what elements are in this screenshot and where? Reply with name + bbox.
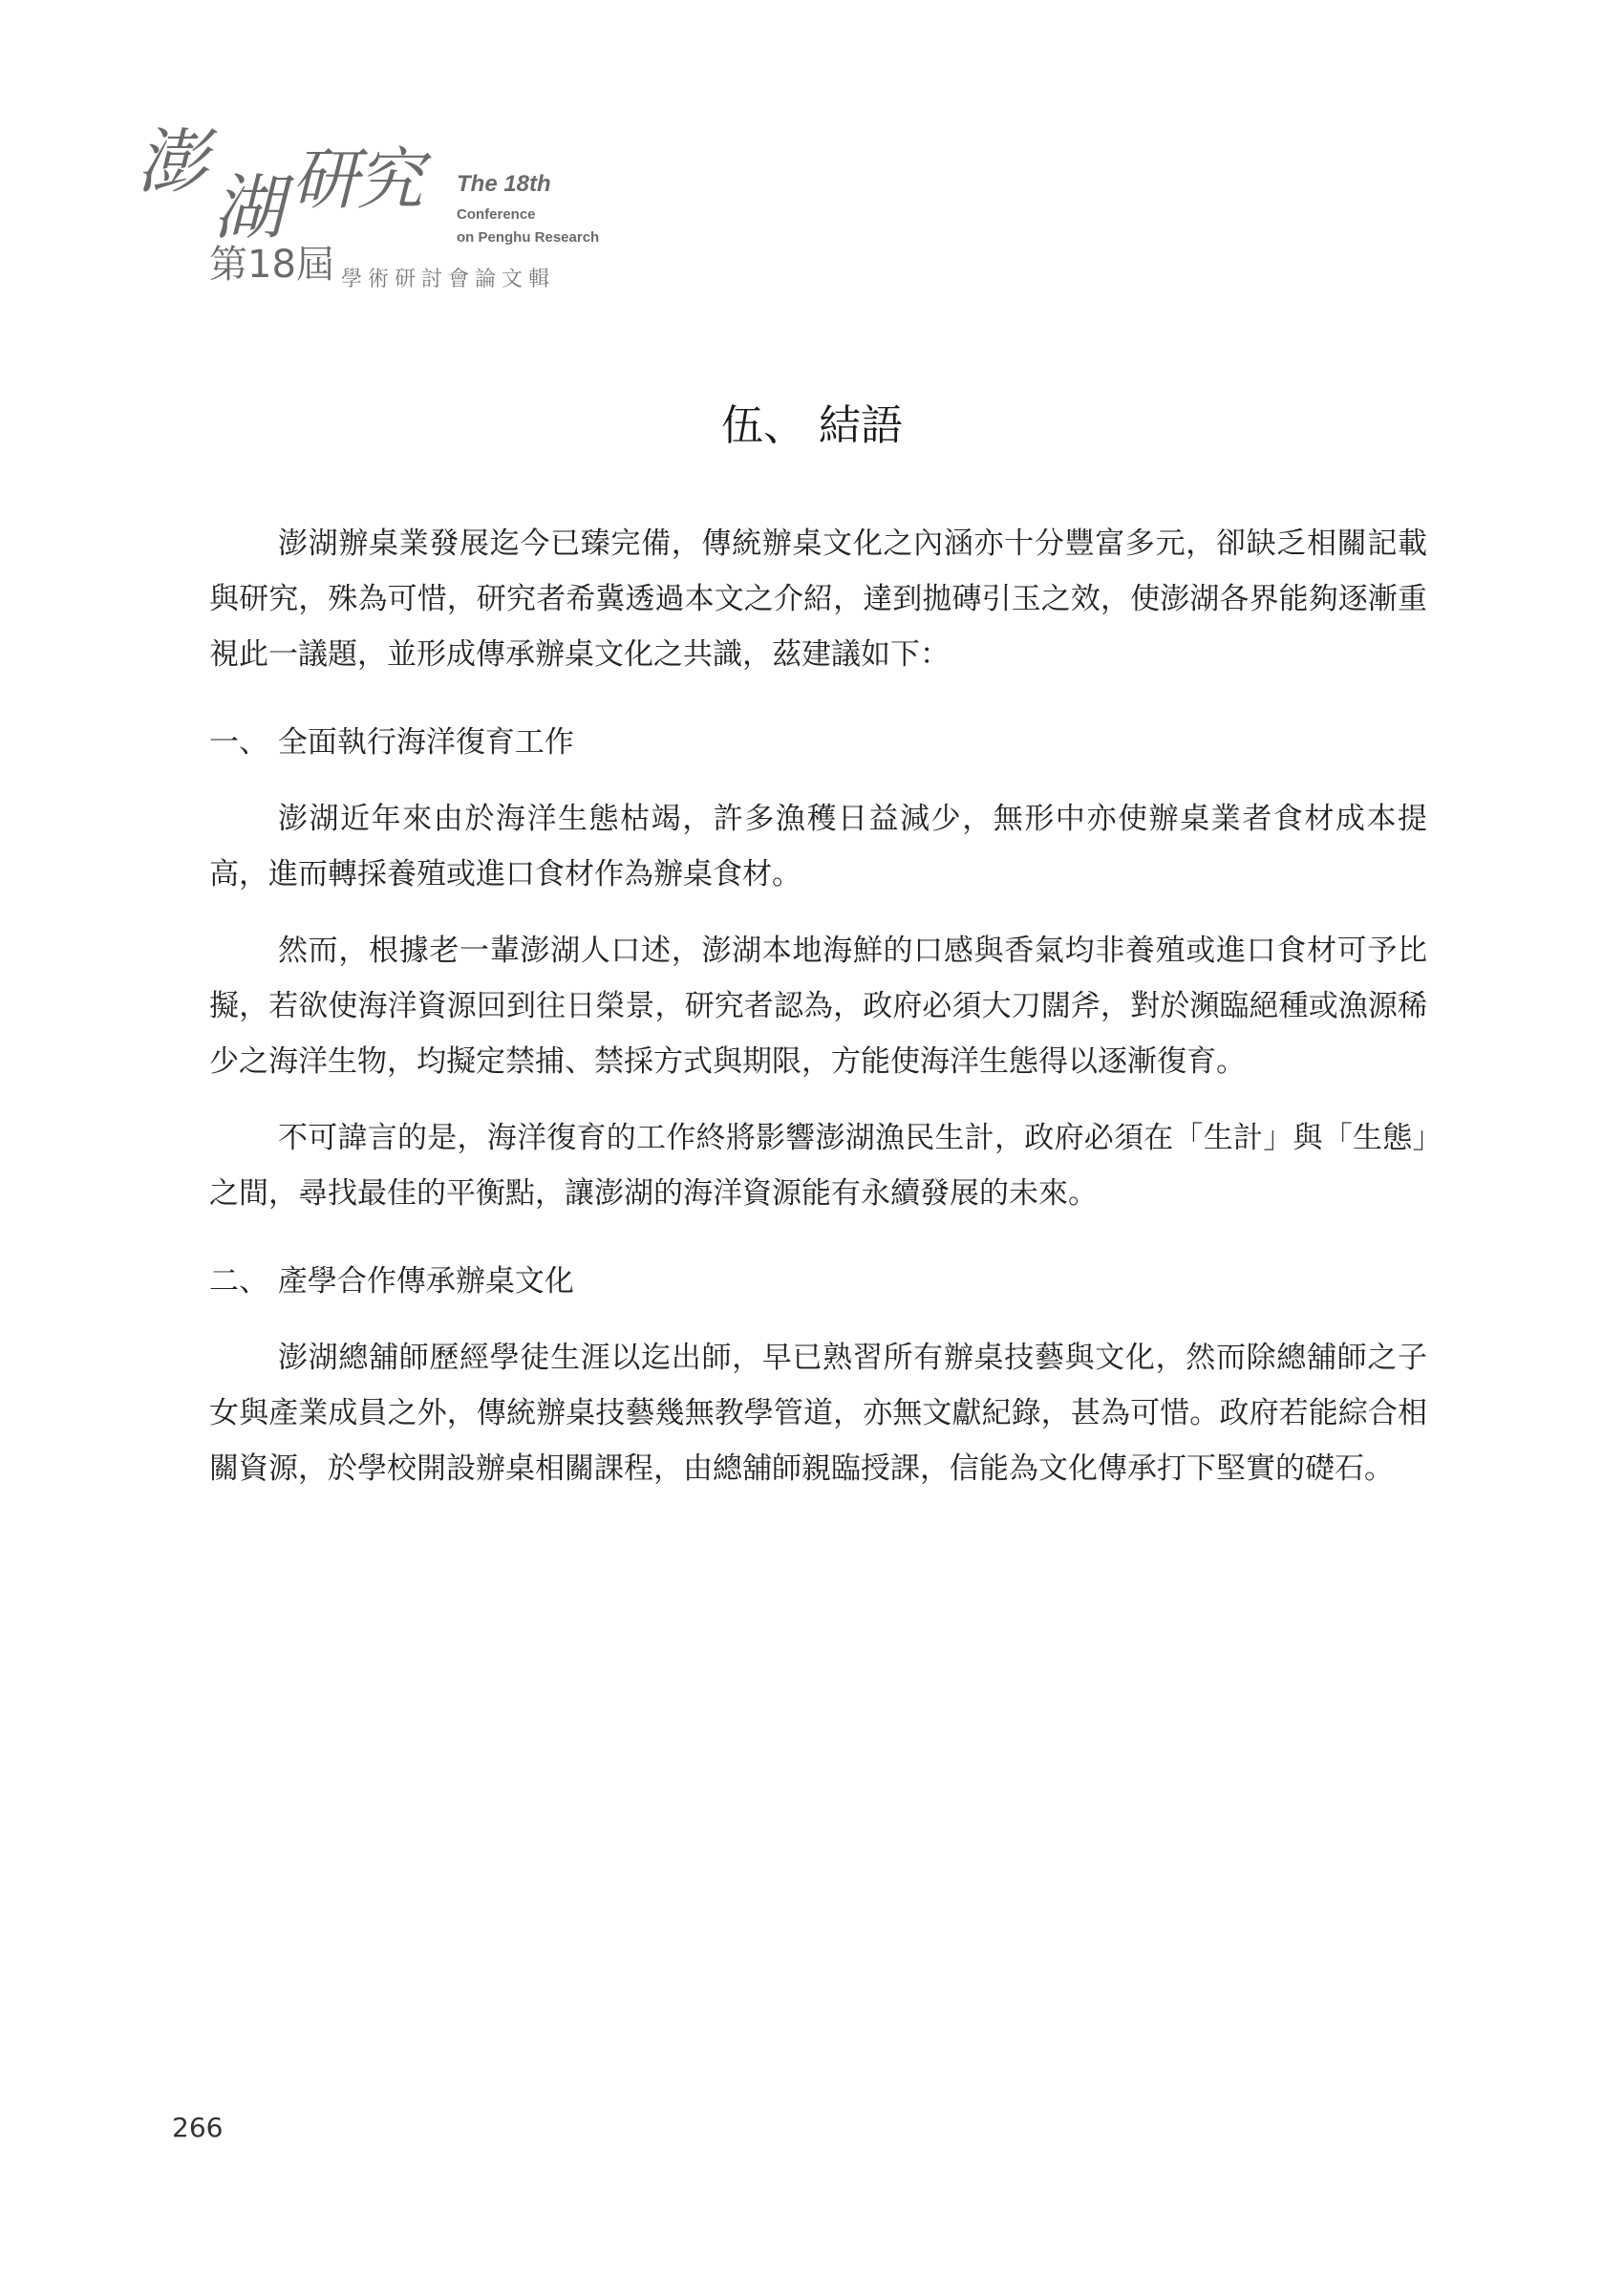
page-number: 266 — [172, 2112, 224, 2143]
article-body — [209, 516, 1427, 1517]
logo-character-peng: 澎 — [137, 121, 205, 204]
paragraph-2-1: 澎湖總舖師歷經學徒生涯以迄出師，早已熟習所有辦桌技藝與文化，然而除總舖師之子女與產業成員之外，傳統辦桌技藝幾無教學管道，亦無文獻紀錄，甚為可惜。政府若能綜合相關資源，於學校開設辦桌相關課程，由總舖師親臨授課，信能為文化傳承打下堅實的礎石。 — [209, 1341, 1427, 1486]
logo-character-hu: 湖 — [213, 167, 282, 249]
intro-paragraph: 澎湖辦桌業發展迄今已臻完備，傳統辦桌文化之內涵亦十分豐富多元，卻缺乏相關記載與研究，殊為可惜，研究者希冀透過本文之介紹，達到拋磚引玉之效，使澎湖各界能夠逐漸重視此一議題，並形成傳承辦桌文化之共識，茲建議如下： — [209, 527, 1427, 672]
paragraph-1-1: 澎湖近年來由於海洋生態枯竭，許多漁穫日益減少，無形中亦使辦桌業者食材成本提高，進而轉採養殖或進口食材作為辦桌食材。 — [209, 802, 1427, 892]
journal-logo — [129, 119, 626, 301]
subheading-1: 一、 全面執行海洋復育工作 — [209, 725, 574, 760]
section-title: 伍、 結語 — [721, 401, 903, 450]
subheading-2: 二、 產學合作傳承辦桌文化 — [209, 1264, 574, 1299]
paragraph-1-2: 然而，根據老一輩澎湖人口述，澎湖本地海鮮的口感與香氣均非養殖或進口食材可予比擬，若欲使海洋資源回到往日榮景，研究者認為，政府必須大刀闊斧，對於瀕臨絕種或漁源稀少之海洋生物，均擬定禁捕、禁採方式與期限，方能使海洋生態得以逐漸復育。 — [209, 934, 1427, 1079]
logo-english-line-3: on Penghu Research — [457, 228, 600, 246]
logo-character-research: 研究 — [291, 140, 421, 219]
logo-english-line-1: The 18th — [457, 171, 551, 197]
paragraph-1-3: 不可諱言的是，海洋復育的工作終將影響澎湖漁民生計，政府必須在「生計」與「生態」之間，尋找最佳的平衡點，讓澎湖的海洋資源能有永續發展的未來。 — [209, 1121, 1427, 1211]
logo-english-title — [457, 171, 599, 247]
logo-subtitle: 學術研討會論文輯 — [341, 268, 556, 291]
logo-english-line-2: Conference — [457, 205, 536, 223]
logo-edition: 第18屆 — [209, 243, 334, 287]
